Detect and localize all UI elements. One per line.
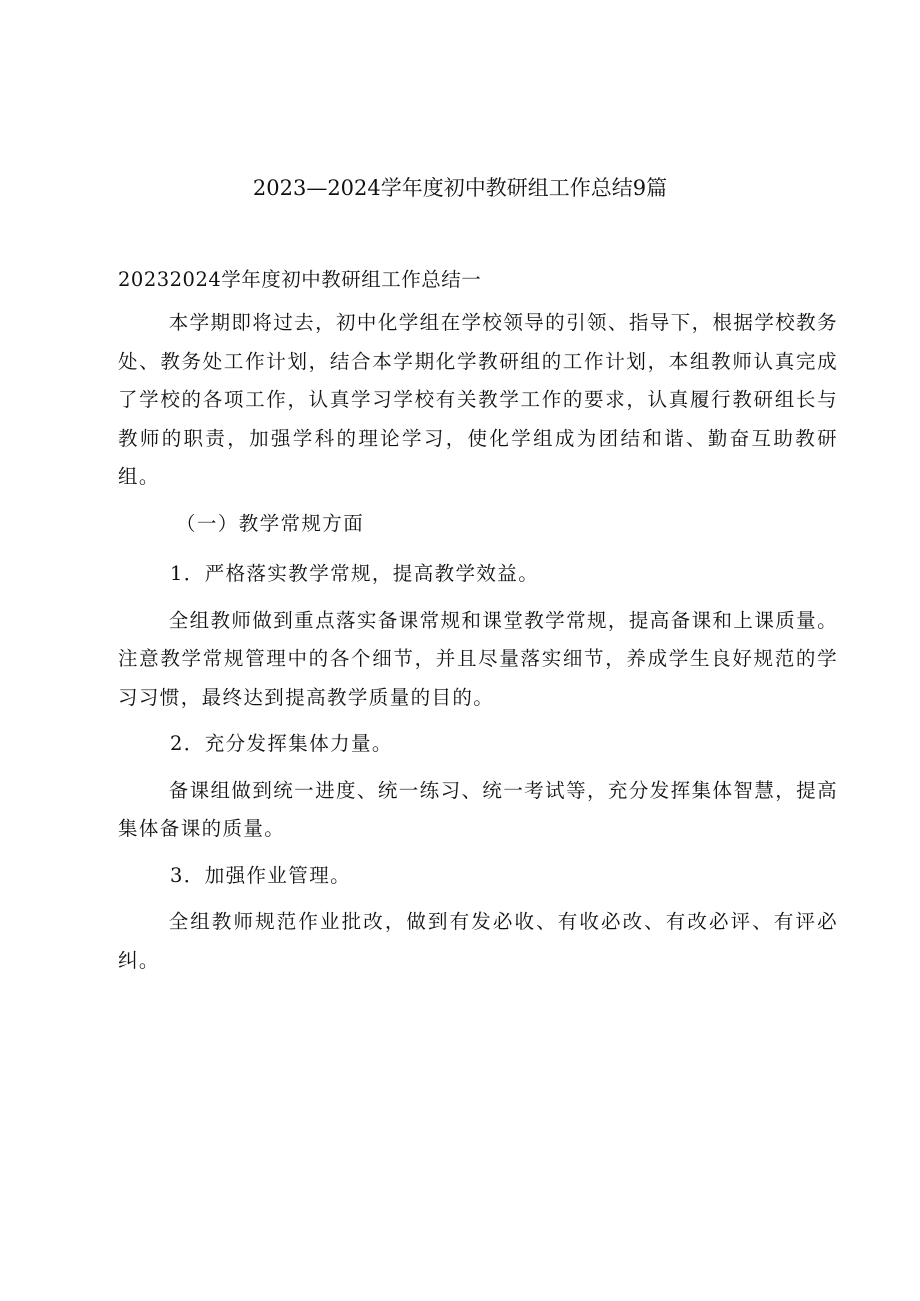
section-heading-teaching-routine: （一）教学常规方面 (176, 511, 365, 535)
item-1-body: 全组教师做到重点落实备课常规和课堂教学常规，提高备课和上课质量。注意教学常规管理中的各个细节，并且尽量落实细节，养成学生良好规范的学习习惯，最终达到提高教学质量的目的。 (118, 608, 838, 709)
section-title: 20232024学年度初中教研组工作总结一 (118, 268, 482, 291)
item-3-body: 全组教师规范作业批改，做到有发必收、有收必改、有改必评、有评必纠。 (118, 910, 838, 972)
document-title: 2023—2024学年度初中教研组工作总结9篇 (252, 176, 668, 200)
intro-paragraph: 本学期即将过去，初中化学组在学校领导的引领、指导下，根据学校教务处、教务处工作计划，结合本学期化学教研组的工作计划，本组教师认真完成了学校的各项工作，认真学习学校有关教学工作的要求，认真履行教研组长与教师的职责，加强学科的理论学习，使化学组成为团结和谐、勤奋互助教研组。 (118, 311, 838, 488)
item-1-title: 1．严格落实教学常规，提高教学效益。 (170, 562, 540, 585)
document-body (118, 266, 838, 980)
item-3-title: 3．加强作业管理。 (170, 863, 352, 887)
item-2-body: 备课组做到统一进度、统一练习、统一考试等，充分发挥集体智慧，提高集体备课的质量。 (118, 778, 838, 840)
item-2-title: 2．充分发挥集体力量。 (170, 732, 393, 755)
